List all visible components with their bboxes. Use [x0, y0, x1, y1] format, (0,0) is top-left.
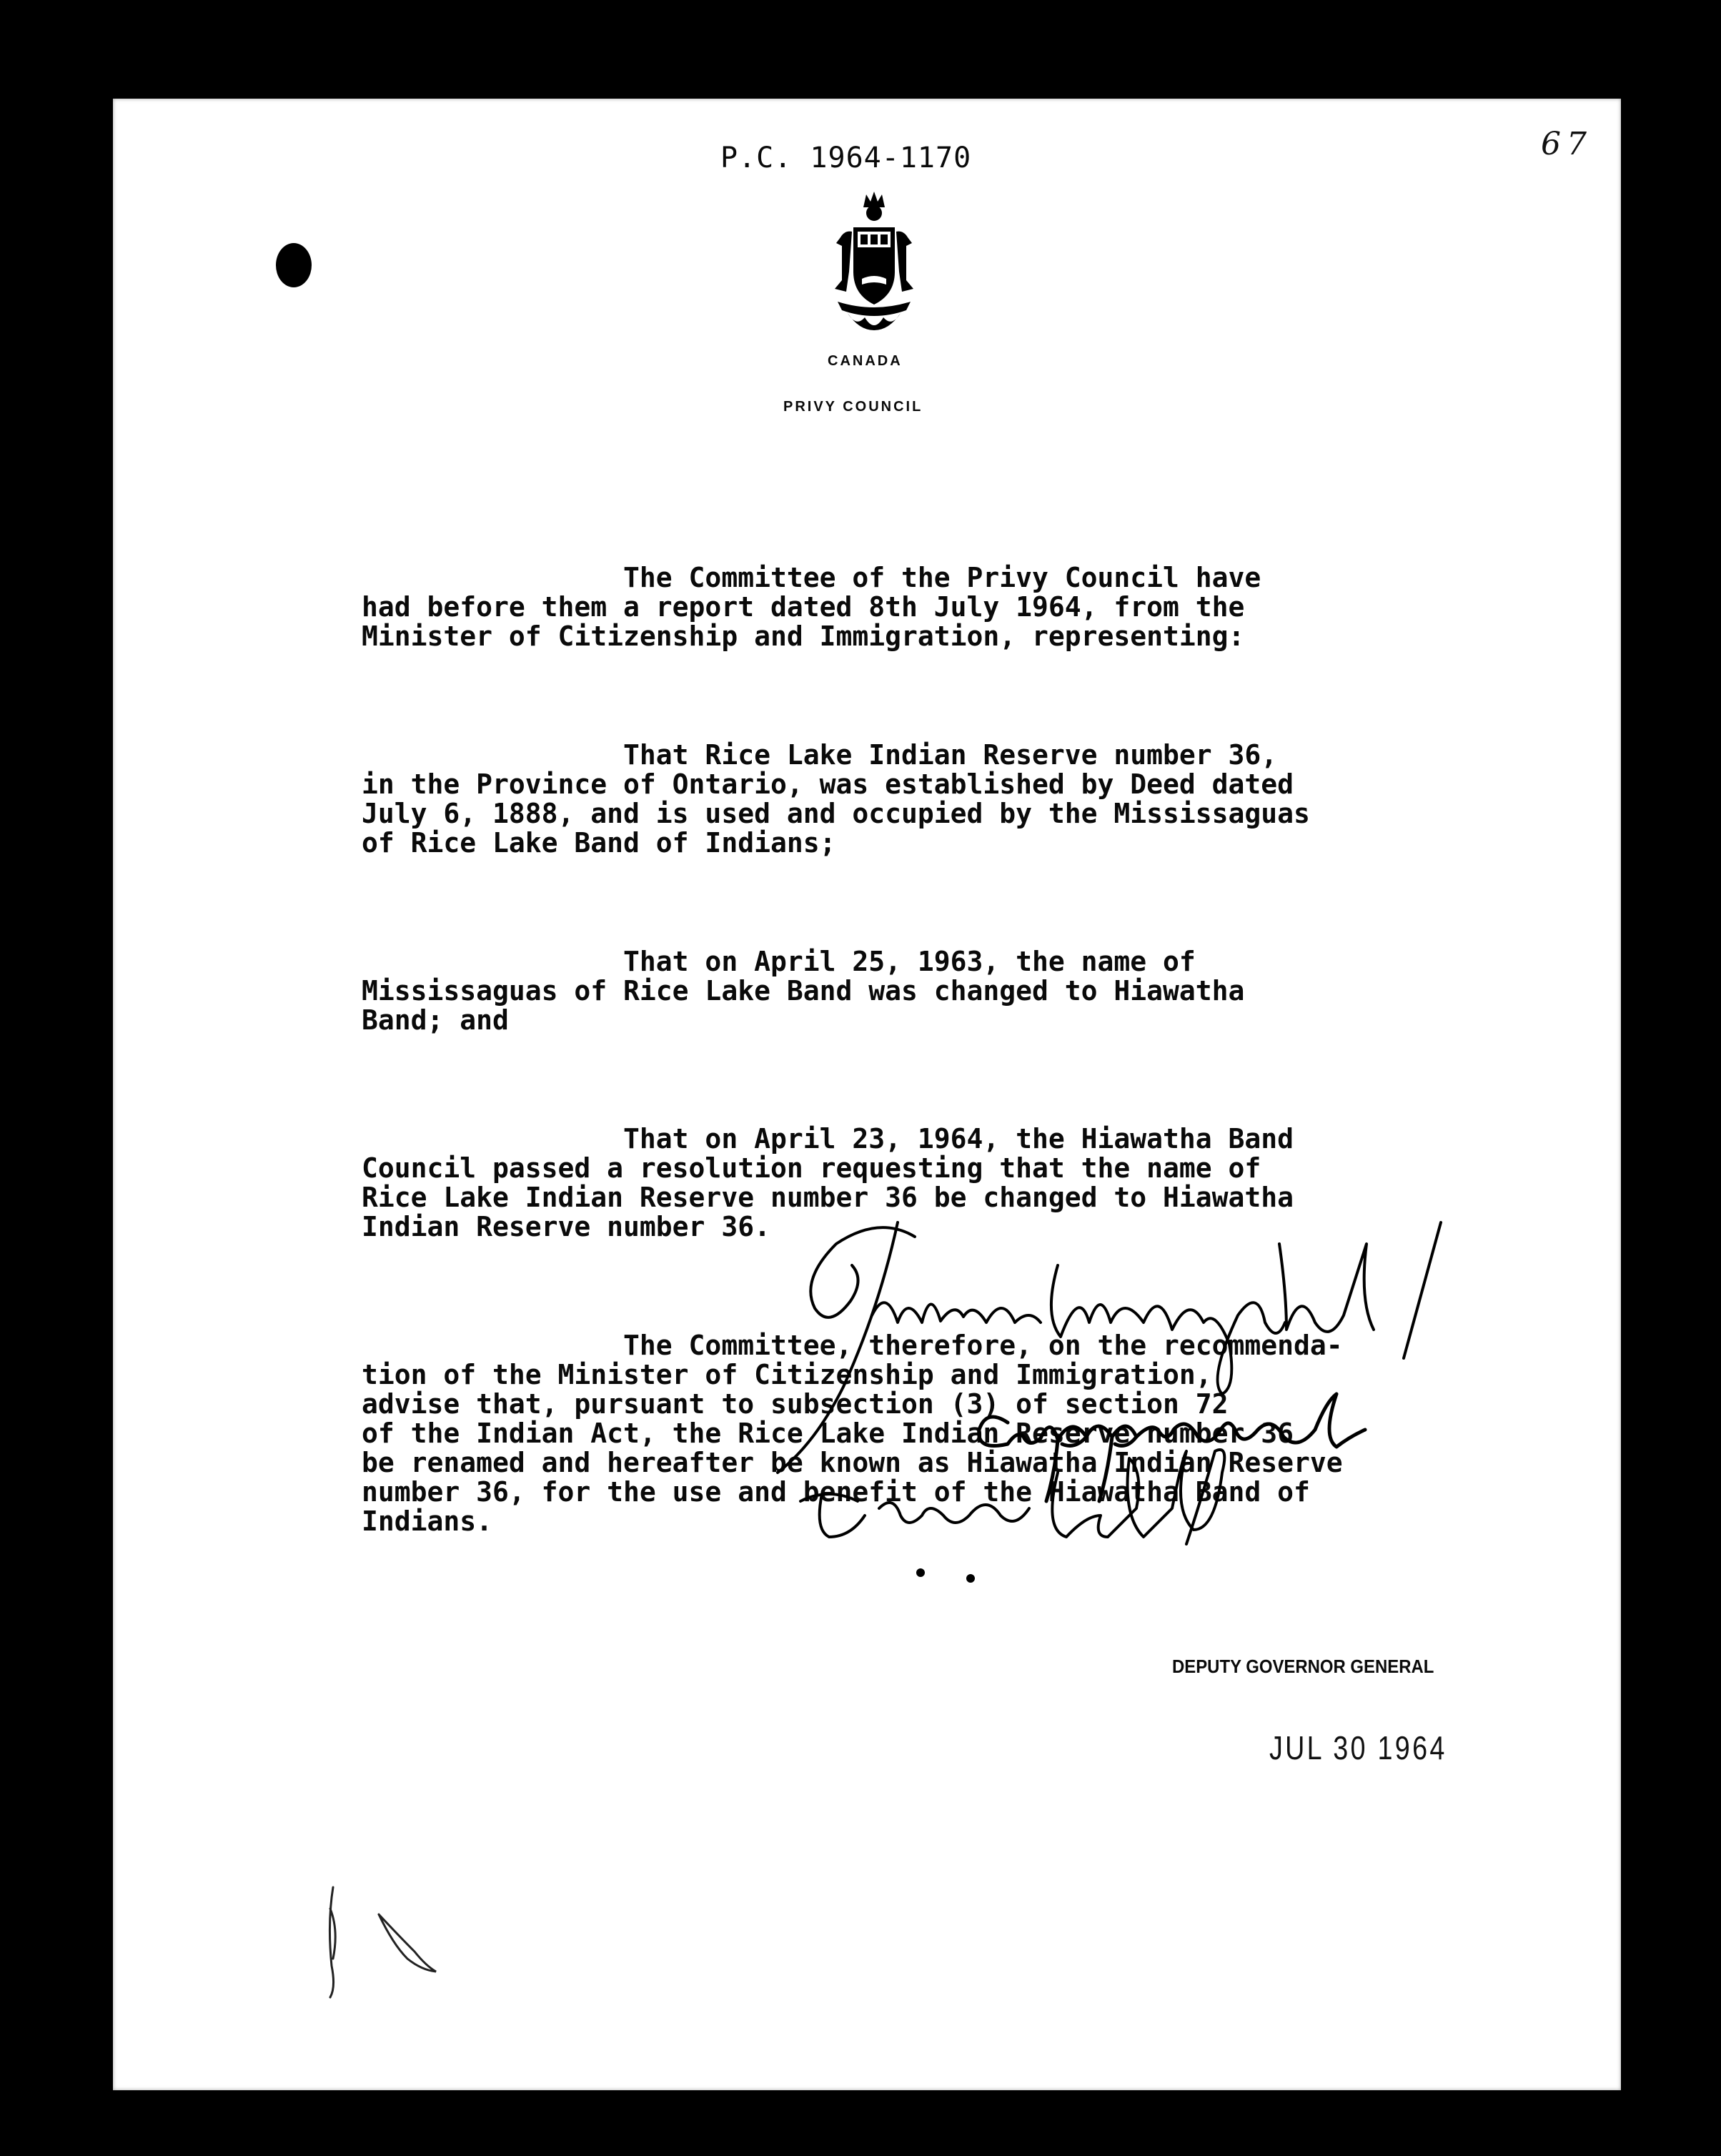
text-line: Rice Lake Indian Reserve number 36 be changed to Hiawatha — [362, 1182, 1294, 1213]
date-stamp: JUL 30 1964 — [1269, 1729, 1447, 1766]
text-line: of Rice Lake Band of Indians; — [362, 827, 836, 859]
governor-title: DEPUTY GOVERNOR GENERAL — [1172, 1656, 1434, 1677]
margin-marks — [314, 1880, 472, 2002]
text-line: July 6, 1888, and is used and occupied by the Mississaguas — [362, 798, 1310, 829]
text-line: Mississaguas of Rice Lake Band was changed to Hiawatha — [362, 975, 1245, 1007]
text-line: Band; and — [362, 1004, 509, 1036]
approved-note — [979, 1394, 1365, 1501]
text-line: tion of the Minister of Citizenship and Immigration, — [362, 1359, 1212, 1390]
paragraph-band-renamed — [362, 947, 1477, 1035]
text-line: number 36, for the use and benefit of the Hiawatha Band of — [362, 1476, 1310, 1508]
text-line: advise that, pursuant to subsection (3) of section 72 — [362, 1388, 1229, 1420]
paragraph-committee-report — [362, 563, 1477, 651]
text-line: That on April 23, 1964, the Hiawatha Band — [362, 1123, 1294, 1154]
country-label: CANADA — [828, 353, 903, 369]
text-line: of the Indian Act, the Rice Lake Indian Reserve number 36 — [362, 1418, 1294, 1449]
text-line: Indian Reserve number 36. — [362, 1211, 770, 1242]
text-line: Council passed a resolution requesting that the name of — [362, 1152, 1261, 1184]
punch-hole — [276, 243, 312, 287]
text-line: The Committee, therefore, on the recommenda- — [362, 1330, 1343, 1361]
order-in-council-number: P.C. 1964-1170 — [720, 142, 972, 174]
text-line: The Committee of the Privy Council have — [362, 562, 1261, 593]
page-number: 67 — [1541, 126, 1592, 162]
text-line: Indians. — [362, 1505, 493, 1537]
canadian-coat-of-arms-icon — [820, 187, 928, 337]
handwritten-signatures — [772, 1201, 1572, 1601]
paragraph-reserve-established — [362, 741, 1477, 858]
text-line: in the Province of Ontario, was established by Deed dated — [362, 768, 1294, 800]
text-line: be renamed and hereafter be known as Hiawatha Indian Reserve — [362, 1447, 1343, 1478]
text-line: That on April 25, 1963, the name of — [362, 946, 1196, 977]
office-label: PRIVY COUNCIL — [783, 399, 923, 415]
governor-signature — [800, 1450, 1224, 1581]
text-line: Minister of Citizenship and Immigration, representing: — [362, 620, 1245, 652]
text-line: That Rice Lake Indian Reserve number 36, — [362, 739, 1278, 771]
text-line: had before them a report dated 8th July 1964, from the — [362, 591, 1245, 623]
